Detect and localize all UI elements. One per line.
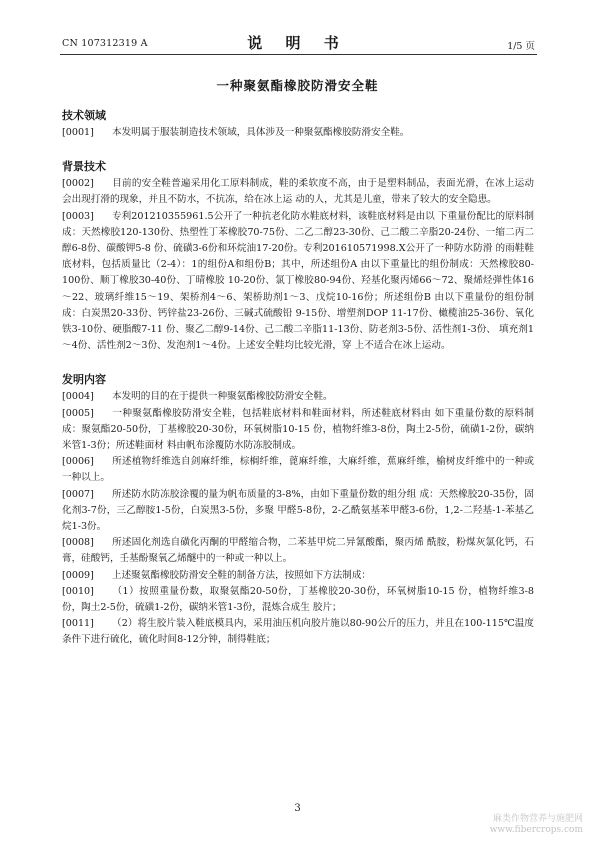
paragraph-text: 上述聚氨酯橡胶防滑安全鞋的制备方法，按照如下方法制成： bbox=[112, 569, 372, 581]
section-heading-content: 发明内容 bbox=[62, 373, 106, 387]
paragraph-text: 本发明的目的在于提供一种聚氨酯橡胶防滑安全鞋。 bbox=[112, 391, 333, 403]
invention-title: 一种聚氨酯橡胶防滑安全鞋 bbox=[216, 78, 379, 93]
paragraph-text: （1）按照重量份数，取聚氨酯20-50份，丁基橡胶20-30份，环氧树脂10-15 份，植物纤维3-8份，陶土2-5份，硫磺1-2份，碳纳米管1-3份，混炼合成生 胶片； bbox=[62, 585, 534, 614]
paragraph-text: 专利201210355961.5公开了一种抗老化防水鞋底材料，该鞋底材料是由以 下重量份配比的原料制成：天然橡胶120-130份、热塑性丁苯橡胶70-75份、二乙二醇23-30份、己二酸二辛脂20-24份、一缩二丙二醇6-8份、碳酸钾5-8 份、硫磺3-6份和环烷油17-20份。专利201610571998.X公开了一种防水防滑 的雨鞋鞋底材料，包括质量比（2-4）：1的组份A和组份B；其中，所述组份A 由以下重量比的组份制成：天然橡胶80-100份、顺丁橡胶30-40份、丁晴橡胶 10-20份、氯丁橡胶80-94份、羟基化聚丙烯66～72、聚烯烃弹性体16～22、玻璃纤维15～19、架桥剂4～6、架桥助剂1～3、戊烷10-16份；所述组份B 由以下重量份的组份制成：白炭黑20-33份、钙锌盐23-26份、三碱式硫酸铅 9-15份、增塑剂DOP 11-17份、橄榄油25-36份、氧化铁3-10份、硬脂酸7-11 份、聚乙二醇9-14份、己二酸二辛脂11-13份、防老剂3-5份、活性剂1-3份、 填充剂1～4份、活性剂2～3份、发泡剂1～4份。上述安全鞋均比较光滑，穿 上不适合在冰上运动。 bbox=[62, 210, 534, 352]
paragraph-text: 所述防水防冻胶涂覆的量为帆布质量的3-8%，由如下重量份数的组分组 成：天然橡胶20-35份，固化剂3-7份，三乙醇胺1-5份，白炭黑3-5份，多聚 甲醛5-8份，2-乙酰氨基苯甲醛3-6份，1,2-二羟基-1-苯基乙烷1-3份。 bbox=[62, 488, 534, 533]
paragraph-text: 所述固化剂选自磺化丙酮的甲醛缩合物，二苯基甲烷二异氰酸酯，聚丙烯 酰胺，粉煤灰氯化钙，石膏，硅酸钙，壬基酚聚氧乙烯醚中的一种或一种以上。 bbox=[62, 537, 534, 565]
paragraph-number: [0010] bbox=[62, 585, 94, 597]
paragraph-number: [0008] bbox=[62, 537, 94, 549]
paragraph-text: 所述植物纤维选自剑麻纤维，棕榈纤维，蓖麻纤维，大麻纤维，蕉麻纤维，榆树皮纤维中的一种或一种以上。 bbox=[62, 456, 534, 484]
site-watermark bbox=[490, 814, 583, 836]
paragraph-number: [0005] bbox=[62, 407, 94, 419]
document-body bbox=[62, 107, 534, 649]
paragraph-0001 bbox=[62, 125, 534, 141]
paragraph-number: [0004] bbox=[62, 391, 94, 403]
paragraph-0010 bbox=[62, 584, 534, 616]
paragraph-text: 本发明属于服装制造技术领域，具体涉及一种聚氨酯橡胶防滑安全鞋。 bbox=[112, 127, 410, 138]
page-reference: 1/5 页 bbox=[507, 41, 535, 52]
paragraph-text: 目前的安全鞋普遍采用化工原料制成，鞋的柔软度不高，由于是塑料制品，表面光滑，在冰上运动会出现打滑的现象，并且不防水，不抗冻，给在冰上运 动的人，尤其是儿童，带来了较大的安全隐患。 bbox=[62, 178, 534, 206]
paragraph-number: [0009] bbox=[62, 569, 94, 581]
paragraph-0009 bbox=[62, 568, 534, 584]
paragraph-0007 bbox=[62, 487, 534, 536]
paragraph-number: [0011] bbox=[62, 618, 94, 630]
section-heading-background: 背景技术 bbox=[62, 160, 106, 174]
watermark-title: 麻类作物营养与施肥网 bbox=[492, 814, 583, 824]
paragraph-0005 bbox=[62, 406, 534, 455]
paragraph-0002 bbox=[62, 176, 534, 208]
paragraph-0011 bbox=[62, 616, 534, 648]
paragraph-0008 bbox=[62, 535, 534, 567]
document-type: 说 明 书 bbox=[247, 34, 348, 52]
paragraph-text: （2）将生胶片装入鞋底模具内，采用油压机向胶片施以80-90公斤的压力，并且在100-115℃温度条件下进行硫化，硫化时间8-12分钟，制得鞋底； bbox=[62, 618, 534, 646]
paragraph-text: 一种聚氨酯橡胶防滑安全鞋，包括鞋底材料和鞋面材料，所述鞋底材料由 如下重量份数的原料制成：聚氨酯20-50份，丁基橡胶20-30份，环氧树脂10-15 份，植物纤维3-8份，陶土2-5份，硫磺1-2份，碳纳米管1-3份；所述鞋面材 料由帆布涂覆防水防冻胶制成。 bbox=[62, 407, 534, 452]
watermark-url: www.fibercrops.com bbox=[489, 825, 583, 835]
paragraph-number: [0006] bbox=[62, 456, 94, 468]
paragraph-0003 bbox=[62, 209, 534, 355]
paragraph-number: [0001] bbox=[62, 127, 94, 138]
patent-number: CN 107312319 A bbox=[62, 38, 148, 49]
paragraph-number: [0007] bbox=[62, 488, 94, 500]
section-heading-tech-field: 技术领域 bbox=[62, 109, 106, 122]
paragraph-0004 bbox=[62, 389, 534, 405]
header-divider bbox=[60, 54, 537, 55]
paragraph-0006 bbox=[62, 454, 534, 486]
paragraph-number: [0003] bbox=[62, 210, 94, 222]
paragraph-number: [0002] bbox=[62, 178, 94, 190]
page-number: 3 bbox=[294, 803, 301, 814]
